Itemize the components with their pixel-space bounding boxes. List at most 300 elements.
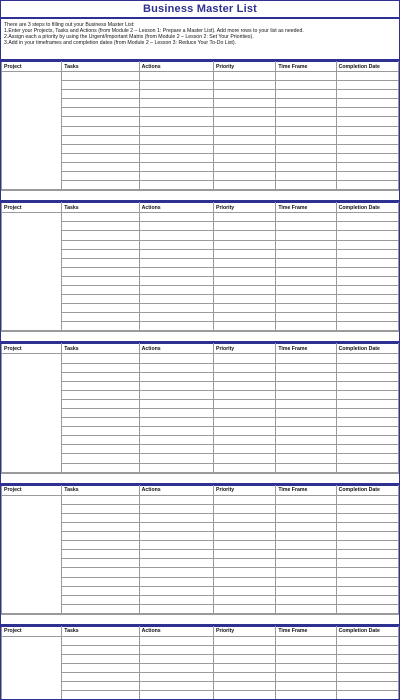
table-cell[interactable] — [139, 81, 213, 90]
table-cell[interactable] — [276, 90, 336, 99]
table-cell[interactable] — [214, 436, 276, 445]
table-cell[interactable] — [62, 513, 139, 522]
table-cell[interactable] — [276, 559, 336, 568]
table-cell[interactable] — [62, 522, 139, 531]
table-cell[interactable] — [336, 541, 398, 550]
table-cell[interactable] — [336, 222, 398, 231]
table-cell[interactable] — [214, 322, 276, 331]
table-cell[interactable] — [276, 418, 336, 427]
table-cell[interactable] — [139, 645, 213, 654]
table-cell[interactable] — [139, 322, 213, 331]
table-cell[interactable] — [336, 90, 398, 99]
table-cell[interactable] — [214, 304, 276, 313]
table-cell[interactable] — [276, 504, 336, 513]
table-cell[interactable] — [62, 568, 139, 577]
table-cell[interactable] — [336, 381, 398, 390]
table-cell[interactable] — [336, 354, 398, 363]
table-cell[interactable] — [62, 222, 139, 231]
table-cell[interactable] — [62, 117, 139, 126]
table-cell[interactable] — [214, 240, 276, 249]
table-cell[interactable] — [139, 363, 213, 372]
table-cell[interactable] — [336, 559, 398, 568]
table-cell[interactable] — [276, 445, 336, 454]
table-cell[interactable] — [139, 285, 213, 294]
table-cell[interactable] — [214, 495, 276, 504]
table-cell[interactable] — [336, 313, 398, 322]
table-cell[interactable] — [214, 117, 276, 126]
table-cell[interactable] — [62, 285, 139, 294]
table-cell[interactable] — [336, 445, 398, 454]
table-cell[interactable] — [139, 117, 213, 126]
table-cell[interactable] — [336, 418, 398, 427]
table-cell[interactable] — [139, 354, 213, 363]
table-cell[interactable] — [276, 117, 336, 126]
table-cell[interactable] — [276, 213, 336, 222]
table-cell[interactable] — [62, 445, 139, 454]
table-cell[interactable] — [276, 354, 336, 363]
table-cell[interactable] — [62, 682, 139, 691]
table-cell[interactable] — [214, 90, 276, 99]
table-cell[interactable] — [62, 495, 139, 504]
table-cell[interactable] — [336, 322, 398, 331]
table-cell[interactable] — [62, 595, 139, 604]
table-cell[interactable] — [276, 586, 336, 595]
table-cell[interactable] — [139, 427, 213, 436]
table-cell[interactable] — [336, 673, 398, 682]
table-cell[interactable] — [336, 258, 398, 267]
table-cell[interactable] — [139, 390, 213, 399]
table-cell[interactable] — [214, 454, 276, 463]
table-cell[interactable] — [214, 586, 276, 595]
table-cell[interactable] — [139, 636, 213, 645]
table-cell[interactable] — [276, 532, 336, 541]
table-cell[interactable] — [139, 213, 213, 222]
table-cell[interactable] — [214, 81, 276, 90]
table-cell[interactable] — [336, 586, 398, 595]
table-cell[interactable] — [214, 682, 276, 691]
table-cell[interactable] — [139, 532, 213, 541]
table-cell[interactable] — [214, 354, 276, 363]
table-cell[interactable] — [276, 541, 336, 550]
table-cell[interactable] — [214, 399, 276, 408]
table-cell[interactable] — [214, 372, 276, 381]
table-cell[interactable] — [139, 99, 213, 108]
table-cell[interactable] — [336, 81, 398, 90]
table-cell[interactable] — [336, 249, 398, 258]
table-cell[interactable] — [62, 295, 139, 304]
table-cell[interactable] — [62, 463, 139, 472]
table-cell[interactable] — [214, 577, 276, 586]
table-cell[interactable] — [336, 522, 398, 531]
table-cell[interactable] — [276, 682, 336, 691]
table-cell[interactable] — [62, 126, 139, 135]
table-cell[interactable] — [214, 285, 276, 294]
project-cell[interactable] — [2, 495, 62, 613]
table-cell[interactable] — [139, 409, 213, 418]
table-cell[interactable] — [139, 673, 213, 682]
table-cell[interactable] — [336, 390, 398, 399]
table-cell[interactable] — [336, 304, 398, 313]
table-cell[interactable] — [214, 409, 276, 418]
table-cell[interactable] — [336, 409, 398, 418]
table-cell[interactable] — [62, 108, 139, 117]
table-cell[interactable] — [139, 454, 213, 463]
table-cell[interactable] — [139, 126, 213, 135]
table-cell[interactable] — [62, 390, 139, 399]
table-cell[interactable] — [276, 664, 336, 673]
table-cell[interactable] — [139, 304, 213, 313]
table-cell[interactable] — [62, 354, 139, 363]
table-cell[interactable] — [276, 427, 336, 436]
table-cell[interactable] — [62, 532, 139, 541]
table-cell[interactable] — [276, 604, 336, 613]
table-cell[interactable] — [276, 463, 336, 472]
table-cell[interactable] — [139, 463, 213, 472]
table-cell[interactable] — [214, 673, 276, 682]
table-cell[interactable] — [139, 577, 213, 586]
table-cell[interactable] — [62, 72, 139, 81]
table-cell[interactable] — [62, 550, 139, 559]
table-cell[interactable] — [139, 153, 213, 162]
table-cell[interactable] — [62, 135, 139, 144]
table-cell[interactable] — [276, 636, 336, 645]
table-cell[interactable] — [214, 363, 276, 372]
table-cell[interactable] — [139, 222, 213, 231]
table-cell[interactable] — [276, 295, 336, 304]
table-cell[interactable] — [139, 550, 213, 559]
table-cell[interactable] — [336, 153, 398, 162]
table-cell[interactable] — [276, 81, 336, 90]
table-cell[interactable] — [336, 577, 398, 586]
table-cell[interactable] — [62, 231, 139, 240]
table-cell[interactable] — [139, 595, 213, 604]
table-cell[interactable] — [62, 418, 139, 427]
table-cell[interactable] — [139, 240, 213, 249]
table-cell[interactable] — [139, 313, 213, 322]
table-cell[interactable] — [276, 409, 336, 418]
table-cell[interactable] — [139, 181, 213, 190]
table-cell[interactable] — [62, 577, 139, 586]
table-cell[interactable] — [336, 682, 398, 691]
table-cell[interactable] — [336, 691, 398, 700]
table-cell[interactable] — [276, 363, 336, 372]
table-cell[interactable] — [214, 99, 276, 108]
table-cell[interactable] — [276, 645, 336, 654]
table-cell[interactable] — [62, 363, 139, 372]
table-cell[interactable] — [62, 372, 139, 381]
table-cell[interactable] — [139, 559, 213, 568]
table-cell[interactable] — [336, 72, 398, 81]
table-cell[interactable] — [276, 372, 336, 381]
table-cell[interactable] — [336, 399, 398, 408]
table-cell[interactable] — [336, 645, 398, 654]
table-cell[interactable] — [276, 108, 336, 117]
table-cell[interactable] — [62, 604, 139, 613]
table-cell[interactable] — [214, 267, 276, 276]
table-cell[interactable] — [214, 645, 276, 654]
table-cell[interactable] — [214, 153, 276, 162]
table-cell[interactable] — [214, 181, 276, 190]
table-cell[interactable] — [336, 117, 398, 126]
table-cell[interactable] — [336, 427, 398, 436]
table-cell[interactable] — [139, 135, 213, 144]
table-cell[interactable] — [214, 162, 276, 171]
table-cell[interactable] — [214, 559, 276, 568]
table-cell[interactable] — [139, 504, 213, 513]
table-cell[interactable] — [139, 568, 213, 577]
table-cell[interactable] — [336, 655, 398, 664]
table-cell[interactable] — [214, 550, 276, 559]
table-cell[interactable] — [139, 513, 213, 522]
table-cell[interactable] — [276, 249, 336, 258]
table-cell[interactable] — [62, 645, 139, 654]
table-cell[interactable] — [336, 162, 398, 171]
table-cell[interactable] — [214, 691, 276, 700]
table-cell[interactable] — [62, 504, 139, 513]
table-cell[interactable] — [139, 399, 213, 408]
table-cell[interactable] — [62, 99, 139, 108]
table-cell[interactable] — [336, 108, 398, 117]
table-cell[interactable] — [276, 322, 336, 331]
table-cell[interactable] — [336, 463, 398, 472]
table-cell[interactable] — [214, 522, 276, 531]
table-cell[interactable] — [62, 399, 139, 408]
table-cell[interactable] — [276, 285, 336, 294]
table-cell[interactable] — [214, 418, 276, 427]
table-cell[interactable] — [62, 172, 139, 181]
table-cell[interactable] — [336, 513, 398, 522]
table-cell[interactable] — [62, 313, 139, 322]
table-cell[interactable] — [214, 276, 276, 285]
table-cell[interactable] — [139, 295, 213, 304]
table-cell[interactable] — [139, 162, 213, 171]
table-cell[interactable] — [214, 144, 276, 153]
table-cell[interactable] — [62, 144, 139, 153]
table-cell[interactable] — [139, 682, 213, 691]
table-cell[interactable] — [62, 427, 139, 436]
table-cell[interactable] — [139, 108, 213, 117]
table-cell[interactable] — [276, 673, 336, 682]
table-cell[interactable] — [214, 72, 276, 81]
table-cell[interactable] — [336, 504, 398, 513]
table-cell[interactable] — [336, 454, 398, 463]
table-cell[interactable] — [336, 636, 398, 645]
table-cell[interactable] — [336, 532, 398, 541]
table-cell[interactable] — [276, 144, 336, 153]
table-cell[interactable] — [336, 604, 398, 613]
table-cell[interactable] — [336, 267, 398, 276]
table-cell[interactable] — [276, 399, 336, 408]
table-cell[interactable] — [276, 595, 336, 604]
table-cell[interactable] — [336, 231, 398, 240]
table-cell[interactable] — [62, 304, 139, 313]
table-cell[interactable] — [276, 381, 336, 390]
table-cell[interactable] — [276, 162, 336, 171]
table-cell[interactable] — [276, 99, 336, 108]
table-cell[interactable] — [62, 586, 139, 595]
table-cell[interactable] — [276, 276, 336, 285]
table-cell[interactable] — [139, 445, 213, 454]
table-cell[interactable] — [214, 231, 276, 240]
table-cell[interactable] — [62, 90, 139, 99]
table-cell[interactable] — [276, 126, 336, 135]
table-cell[interactable] — [62, 240, 139, 249]
table-cell[interactable] — [62, 559, 139, 568]
table-cell[interactable] — [139, 418, 213, 427]
table-cell[interactable] — [62, 691, 139, 700]
table-cell[interactable] — [139, 90, 213, 99]
table-cell[interactable] — [276, 304, 336, 313]
table-cell[interactable] — [336, 213, 398, 222]
table-cell[interactable] — [139, 372, 213, 381]
table-cell[interactable] — [336, 363, 398, 372]
table-cell[interactable] — [276, 135, 336, 144]
table-cell[interactable] — [62, 381, 139, 390]
project-cell[interactable] — [2, 72, 62, 190]
table-cell[interactable] — [336, 144, 398, 153]
table-cell[interactable] — [139, 144, 213, 153]
table-cell[interactable] — [62, 81, 139, 90]
table-cell[interactable] — [62, 276, 139, 285]
table-cell[interactable] — [214, 568, 276, 577]
table-cell[interactable] — [276, 313, 336, 322]
table-cell[interactable] — [214, 604, 276, 613]
table-cell[interactable] — [276, 495, 336, 504]
table-cell[interactable] — [276, 568, 336, 577]
table-cell[interactable] — [276, 153, 336, 162]
table-cell[interactable] — [62, 249, 139, 258]
table-cell[interactable] — [62, 267, 139, 276]
table-cell[interactable] — [276, 655, 336, 664]
table-cell[interactable] — [62, 153, 139, 162]
table-cell[interactable] — [336, 495, 398, 504]
table-cell[interactable] — [139, 276, 213, 285]
table-cell[interactable] — [139, 72, 213, 81]
table-cell[interactable] — [62, 409, 139, 418]
table-cell[interactable] — [276, 258, 336, 267]
table-cell[interactable] — [336, 172, 398, 181]
table-cell[interactable] — [214, 258, 276, 267]
table-cell[interactable] — [276, 72, 336, 81]
table-cell[interactable] — [214, 313, 276, 322]
table-cell[interactable] — [214, 513, 276, 522]
table-cell[interactable] — [336, 664, 398, 673]
table-cell[interactable] — [139, 691, 213, 700]
table-cell[interactable] — [214, 381, 276, 390]
table-cell[interactable] — [276, 577, 336, 586]
table-cell[interactable] — [276, 240, 336, 249]
table-cell[interactable] — [276, 267, 336, 276]
table-cell[interactable] — [276, 222, 336, 231]
table-cell[interactable] — [214, 504, 276, 513]
project-cell[interactable] — [2, 636, 62, 700]
table-cell[interactable] — [62, 541, 139, 550]
table-cell[interactable] — [336, 372, 398, 381]
table-cell[interactable] — [139, 604, 213, 613]
table-cell[interactable] — [336, 285, 398, 294]
table-cell[interactable] — [276, 691, 336, 700]
table-cell[interactable] — [62, 436, 139, 445]
table-cell[interactable] — [214, 541, 276, 550]
table-cell[interactable] — [276, 231, 336, 240]
table-cell[interactable] — [336, 568, 398, 577]
table-cell[interactable] — [62, 454, 139, 463]
table-cell[interactable] — [336, 595, 398, 604]
table-cell[interactable] — [139, 541, 213, 550]
table-cell[interactable] — [276, 513, 336, 522]
table-cell[interactable] — [214, 222, 276, 231]
table-cell[interactable] — [276, 390, 336, 399]
table-cell[interactable] — [214, 463, 276, 472]
table-cell[interactable] — [336, 436, 398, 445]
project-cell[interactable] — [2, 213, 62, 331]
table-cell[interactable] — [336, 181, 398, 190]
table-cell[interactable] — [336, 126, 398, 135]
table-cell[interactable] — [139, 249, 213, 258]
table-cell[interactable] — [276, 454, 336, 463]
table-cell[interactable] — [276, 436, 336, 445]
table-cell[interactable] — [214, 108, 276, 117]
table-cell[interactable] — [214, 595, 276, 604]
table-cell[interactable] — [62, 322, 139, 331]
table-cell[interactable] — [214, 172, 276, 181]
table-cell[interactable] — [336, 550, 398, 559]
table-cell[interactable] — [214, 126, 276, 135]
table-cell[interactable] — [336, 295, 398, 304]
table-cell[interactable] — [214, 532, 276, 541]
table-cell[interactable] — [276, 172, 336, 181]
table-cell[interactable] — [214, 213, 276, 222]
table-cell[interactable] — [214, 295, 276, 304]
table-cell[interactable] — [276, 181, 336, 190]
table-cell[interactable] — [62, 664, 139, 673]
table-cell[interactable] — [214, 427, 276, 436]
table-cell[interactable] — [139, 381, 213, 390]
table-cell[interactable] — [214, 655, 276, 664]
table-cell[interactable] — [139, 258, 213, 267]
table-cell[interactable] — [214, 135, 276, 144]
table-cell[interactable] — [139, 664, 213, 673]
table-cell[interactable] — [139, 436, 213, 445]
table-cell[interactable] — [214, 636, 276, 645]
table-cell[interactable] — [139, 495, 213, 504]
table-cell[interactable] — [276, 550, 336, 559]
table-cell[interactable] — [62, 655, 139, 664]
table-cell[interactable] — [139, 655, 213, 664]
table-cell[interactable] — [336, 135, 398, 144]
table-cell[interactable] — [62, 162, 139, 171]
table-cell[interactable] — [139, 586, 213, 595]
table-cell[interactable] — [214, 445, 276, 454]
table-cell[interactable] — [62, 181, 139, 190]
table-cell[interactable] — [139, 231, 213, 240]
table-cell[interactable] — [336, 99, 398, 108]
project-cell[interactable] — [2, 354, 62, 472]
table-cell[interactable] — [336, 240, 398, 249]
table-cell[interactable] — [276, 522, 336, 531]
table-cell[interactable] — [62, 636, 139, 645]
table-cell[interactable] — [62, 258, 139, 267]
table-cell[interactable] — [139, 522, 213, 531]
table-cell[interactable] — [139, 172, 213, 181]
table-cell[interactable] — [139, 267, 213, 276]
table-cell[interactable] — [214, 664, 276, 673]
table-cell[interactable] — [62, 673, 139, 682]
table-cell[interactable] — [336, 276, 398, 285]
table-cell[interactable] — [214, 390, 276, 399]
table-cell[interactable] — [214, 249, 276, 258]
table-cell[interactable] — [62, 213, 139, 222]
